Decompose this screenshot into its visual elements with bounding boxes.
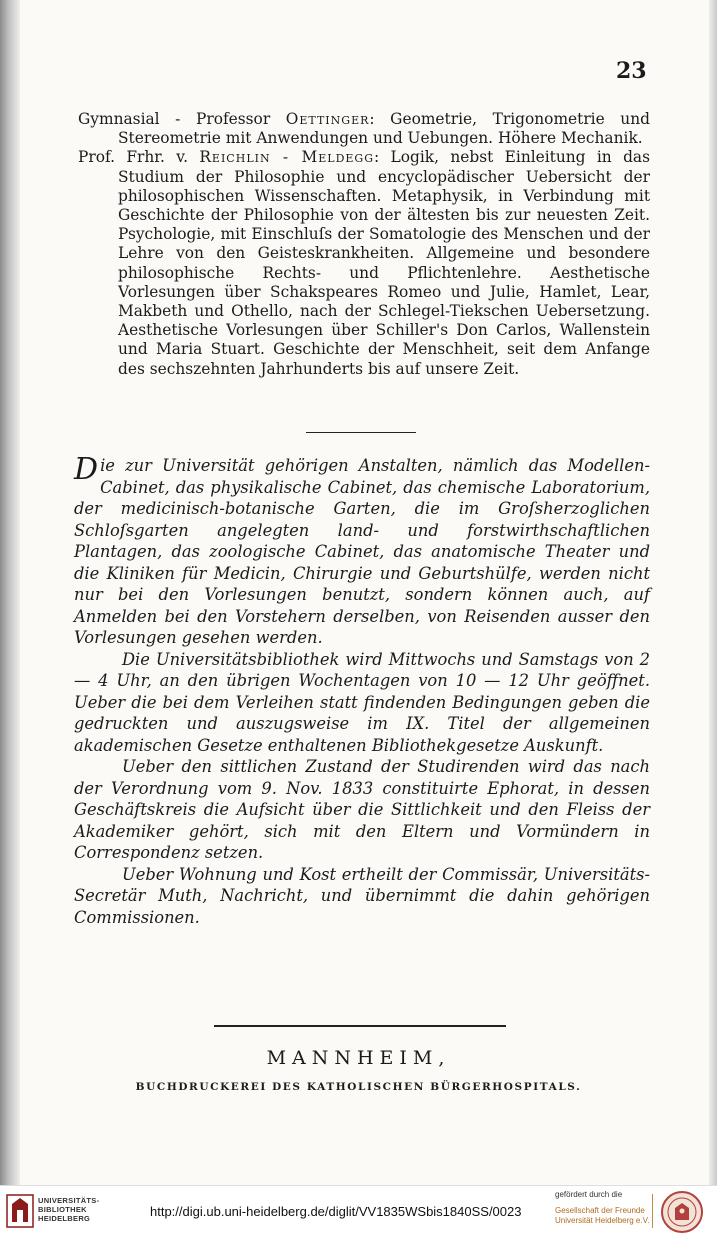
- page-number: 23: [616, 58, 647, 84]
- lecturer-title: Gymnasial - Professor: [78, 110, 271, 128]
- digitization-footer: [0, 1185, 717, 1236]
- scan-edge-left: [0, 0, 20, 1185]
- lecture-entry-reichlin: [78, 148, 650, 378]
- permalink-url[interactable]: http://digi.ub.uni-heidelberg.de/diglit/VV1835WSbis1840SS/0023: [150, 1204, 522, 1219]
- sponsor-intro: gefördert durch die: [555, 1190, 623, 1199]
- footer-divider: [652, 1194, 653, 1228]
- note-anstalten-text: ie zur Universität gehörigen Anstalten, nämlich das Modellen-Cabinet, das physikalische Cabinet, das chemische Laboratorium, der medicinisch-botanische Garten, die im Groſsherzoglichen Schloſsgarten angelegten land- und forstwirthschaftlichen Plantagen, das zoologische Cabinet, das anatomische Theater und die Kliniken für Medicin, Chirurgie und Geburtshülfe, werden nicht nur bei den Vorlesungen benutzt, sondern können auch, auf Anmelden bei den Vorstehern derselben, von Reisenden ausser den Vorlesungen gesehen werden.: [74, 456, 650, 647]
- section-divider: [306, 432, 416, 433]
- lecture-text: : Geometrie, Trigonometrie und Stereometrie mit Anwendungen und Uebungen. Höhere Mechanik.: [118, 110, 650, 148]
- note-bibliothek: Die Universitätsbibliothek wird Mittwochs und Samstags von 2 — 4 Uhr, an den übrigen Wochentagen von 10 — 12 Uhr geöffnet. Ueber die bei dem Verleihen statt findenden Bedingungen geben die gedruckten und auszugsweise im IX. Titel der allgemeinen akademischen Gesetze enthaltenen Bibliothekgesetze Auskunft.: [74, 649, 650, 755]
- note-wohnung: Ueber Wohnung und Kost ertheilt der Commissär, Universitäts-Secretär Muth, Nachricht, und übernimmt die dahin gehörigen Commissionen.: [74, 864, 650, 927]
- library-name: UNIVERSITÄTS- BIBLIOTHEK HEIDELBERG: [38, 1196, 100, 1223]
- imprint-divider: [214, 1025, 506, 1027]
- lecture-entry-oettinger: [78, 110, 650, 148]
- drop-cap: D: [74, 452, 99, 487]
- imprint-printer: BUCHDRUCKEREI DES KATHOLISCHEN BÜRGERHOSPITALS.: [135, 1081, 582, 1093]
- lecturer-name: Oettinger: [285, 110, 370, 128]
- institutional-notes: [74, 452, 650, 928]
- library-logo-icon: [6, 1194, 34, 1228]
- scan-edge-right: [709, 0, 717, 1185]
- lecture-text: : Logik, nebst Einleitung in das Studium der Philosophie und encyclopädischer Uebersicht der philosophischen Wissenschaften. Metaphysik, in Verbindung mit Geschichte der Philosophie von der ältesten bis zur neuesten Zeit. Psychologie, mit Einschluſs der Somatologie des Menschen und der Lehre von den Geisteskrankheiten. Allgemeine und besondere philosophische Rechts- und Pflichtenlehre. Aesthetische Vorlesungen über Schakspeares Romeo und Julie, Hamlet, Lear, Makbeth und Othello, nach der Schlegel-Tiekschen Uebersetzung. Aesthetische Vorlesungen über Schiller's Don Carlos, Wallenstein und Maria Stuart. Geschichte der Menschheit, seit dem Anfange des sechszehnten Jahrhunderts bis auf unsere Zeit.: [118, 148, 650, 378]
- lecturer-title: Prof. Frhr. v.: [78, 148, 188, 167]
- lecture-list: [78, 110, 650, 379]
- note-ephorat: Ueber den sittlichen Zustand der Studirenden wird das nach der Verordnung vom 9. Nov. 1833 constituirte Ephorat, in dessen Geschäftskreis die Aufsicht über die Sittlichkeit und den Fleiss der Akademiker gehört, sich mit den Eltern und Vormündern in Correspondenz setzen.: [74, 757, 650, 862]
- note-anstalten: [74, 452, 650, 649]
- university-seal-icon: [660, 1190, 704, 1234]
- lecturer-name: Reichlin - Meldegg: [199, 148, 374, 167]
- sponsor-name: Gesellschaft der Freunde Universität Heidelberg e.V.: [555, 1206, 650, 1225]
- imprint-city: MANNHEIM,: [266, 1047, 451, 1069]
